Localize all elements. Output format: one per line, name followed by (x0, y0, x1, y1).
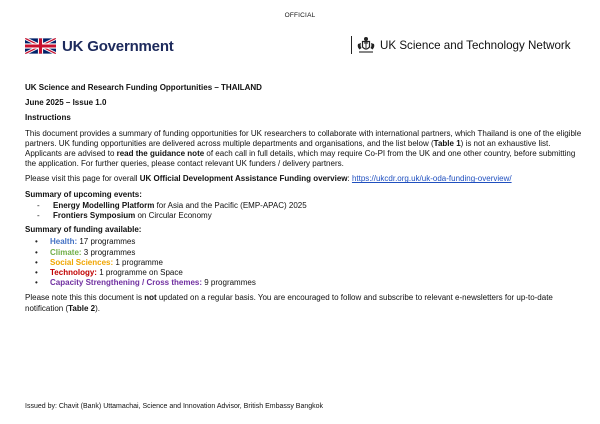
document-issue: June 2025 – Issue 1.0 (25, 98, 107, 108)
funding-theme-label: Social Sciences: (50, 257, 114, 267)
oda-colon: : (347, 174, 352, 184)
intro-text-1: This document provides a summary of funding opportunities for UK researchers to collaborate with international partners, which Thailand is one of the eligible partners. UK funding opportunities are delivered across multiple departments and organisations, and the list below ( (25, 128, 582, 148)
funding-theme-label: Capacity Strengthening / Cross themes: (50, 278, 203, 288)
uk-stn-text: UK Science and Technology Network (380, 38, 571, 52)
royal-coat-of-arms-icon (356, 36, 376, 54)
document-title: UK Science and Research Funding Opportunities – THAILAND (25, 83, 262, 92)
uk-government-text: UK Government (62, 37, 174, 55)
oda-paragraph (25, 174, 585, 184)
funding-heading: Summary of funding available: (25, 225, 142, 235)
events-list (25, 201, 585, 221)
funding-count: 17 programmes (77, 237, 136, 247)
events-heading: Summary of upcoming events: (25, 189, 142, 199)
union-flag-icon (25, 37, 56, 55)
funding-count: 9 programmes (202, 278, 256, 288)
event-title: Energy Modelling Platform (53, 200, 155, 210)
note-text-3: ). (95, 303, 101, 313)
note-table2-ref: Table 2 (68, 303, 96, 313)
list-item (35, 248, 585, 258)
note-text-1: Please note this this document is (25, 293, 145, 303)
funding-count: 1 programme (113, 257, 163, 267)
funding-theme-label: Health: (50, 237, 78, 247)
oda-prefix: Please visit this page for overall (25, 174, 140, 184)
note-bold-not: not (144, 293, 157, 303)
oda-bold: UK Official Development Assistance Funding overview (139, 174, 348, 184)
document-body (25, 83, 585, 314)
event-detail: for Asia and the Pacific (EMP-APAC) 2025 (154, 200, 307, 210)
funding-theme-label: Technology: (50, 268, 97, 278)
classification-label: OFFICIAL (284, 12, 316, 19)
intro-text-3: of each call in full details, which may require Co-PI from the UK and one other country, before submitting the application. For further queries, please contact relevant UK funders / delivery partners. (25, 149, 576, 169)
funding-count: 1 programme on Space (96, 268, 183, 278)
funding-count: 3 programmes (81, 247, 136, 257)
funding-theme-label: Climate: (50, 247, 82, 257)
list-item (35, 278, 585, 288)
uk-stn-logo (351, 36, 571, 54)
intro-text-2: ) is not an exhaustive list. Applicants are advised to (25, 138, 551, 159)
uk-government-logo (25, 37, 174, 55)
intro-paragraph (25, 129, 585, 170)
event-detail: on Circular Economy (135, 211, 212, 221)
list-item (35, 258, 585, 268)
instructions-heading: Instructions (25, 113, 71, 123)
note-paragraph (25, 293, 585, 313)
list-item (35, 237, 585, 247)
logo-divider (351, 36, 352, 54)
issuer-footer: Issued by: Chavit (Bank) Uttamachai, Science and Innovation Advisor, British Embassy Bangkok (25, 403, 324, 410)
list-item (37, 211, 585, 221)
intro-table1-ref: Table 1 (433, 138, 461, 148)
note-text-2: updated on a regular basis. You are encouraged to follow and subscribe to relevant e-newsletters for up-to-date notification ( (25, 293, 553, 313)
oda-overview-link[interactable]: https://ukcdr.org.uk/uk-oda-funding-overview/ (351, 174, 512, 184)
event-title: Frontiers Symposium (53, 211, 136, 221)
funding-list (25, 237, 585, 288)
intro-guidance-bold: read the guidance note (116, 149, 205, 159)
list-item (35, 268, 585, 278)
list-item (37, 201, 585, 211)
